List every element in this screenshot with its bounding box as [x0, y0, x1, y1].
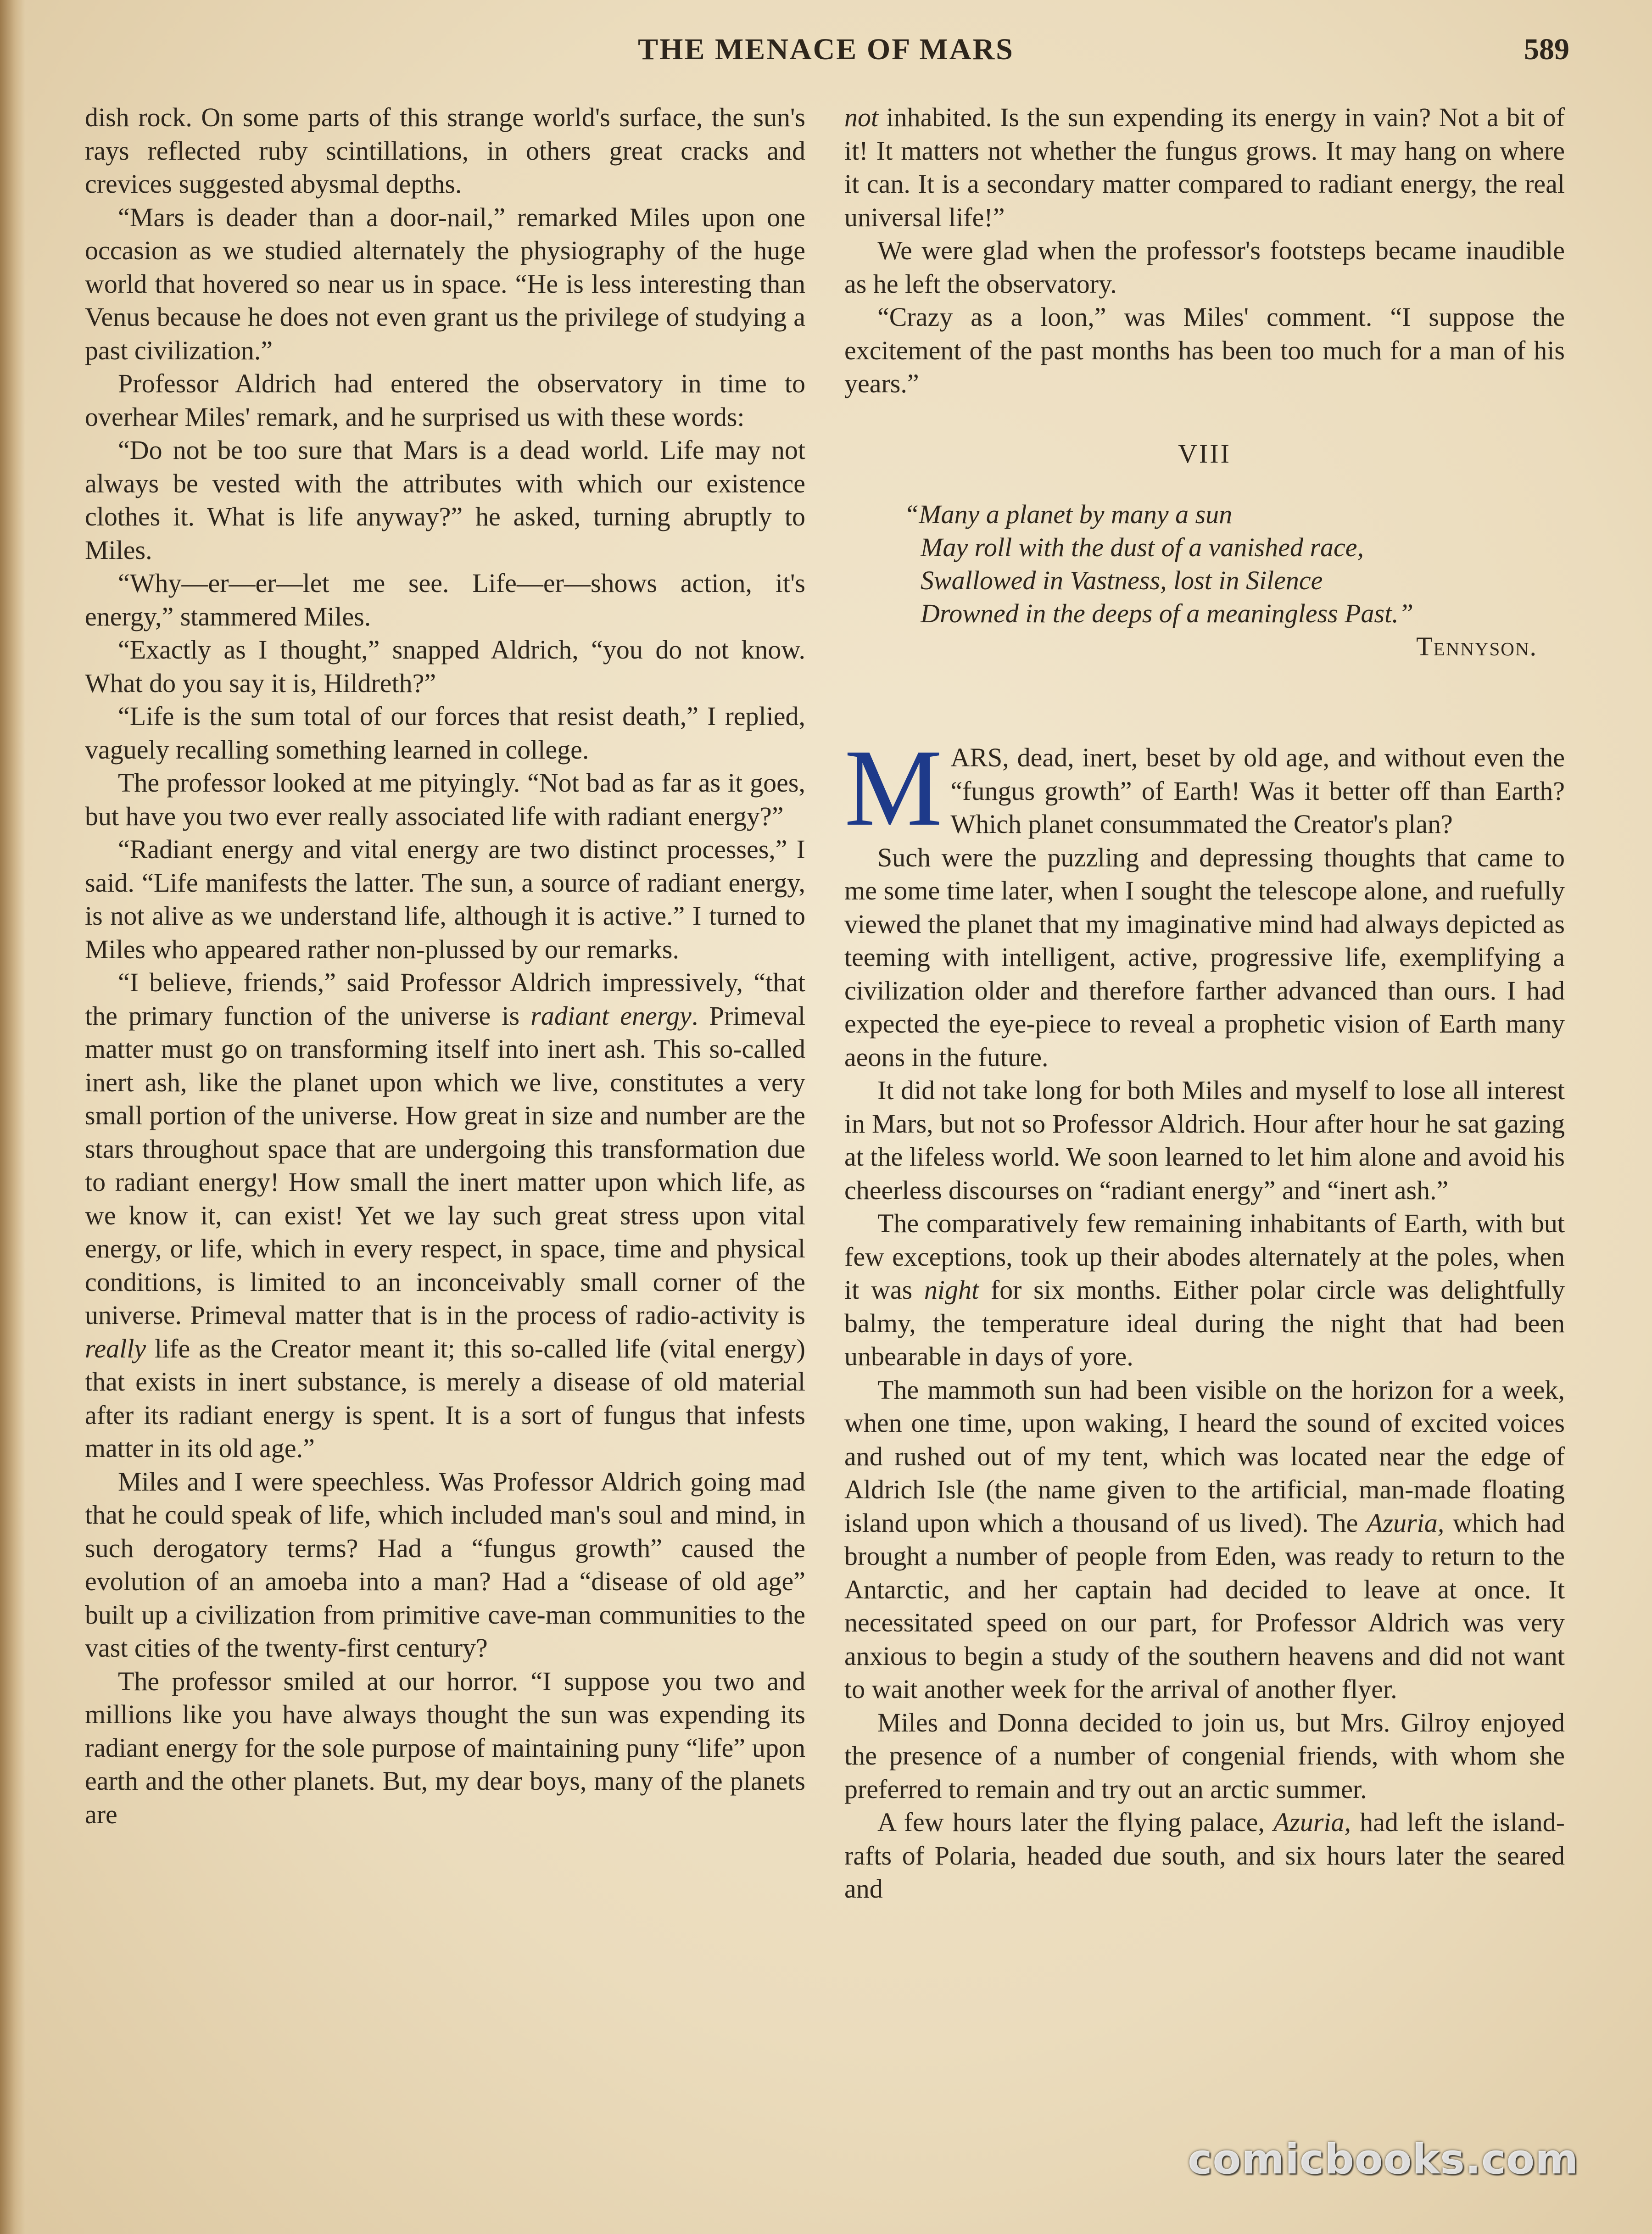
body-paragraph: “Life is the sum total of our forces that resist death,” I replied, vaguely recalling something learned in college. — [85, 701, 805, 765]
body-paragraph — [844, 1374, 1565, 1706]
section-number: VIII — [1178, 438, 1231, 469]
body-paragraph — [85, 966, 805, 1465]
body-paragraph: The professor smiled at our horror. “I suppose you two and millions like you have always thought the sun was expending its radiant energy for the sole purpose of maintaining puny “life” upon earth and the other planets. But, my dear boys, many of the planets are — [85, 1666, 805, 1829]
body-paragraph: Such were the puzzling and depressing thoughts that came to me some time later, when I sought the telescope alone, and ruefully viewed the planet that my imaginative mind had always depicted as teeming with intelligent, active, progressive life, exemplifying a civilization older and therefore farther advanced than ours. I had expected the eye-piece to reveal a prophetic vision of Earth many aeons in the future. — [844, 842, 1565, 1072]
body-paragraph: “Crazy as a loon,” was Miles' comment. “I suppose the excitement of the past months has been too much for a man of his years.” — [844, 302, 1565, 398]
body-paragraph: We were glad when the professor's footsteps became inaudible as he left the observatory. — [844, 235, 1565, 299]
body-paragraph: Miles and I were speechless. Was Professor Aldrich going mad that he could speak of life, which included man's soul and mind, in such derogatory terms? Had a “fungus growth” caused the evolution of an amoeba into a man? Had a “disease of old age” built up a civilization from primitive cave-man communities to the vast cities of the twenty-first century? — [85, 1466, 805, 1663]
body-paragraph — [844, 1806, 1565, 1906]
text-run: A few hours later the flying palace, — [877, 1807, 1273, 1837]
text-run: The comparatively few remaining inhabitants of Earth, with but few exceptions, took up their abodes alternately at the poles, when it was — [844, 1208, 1565, 1305]
text-run: had left the island-rafts of Polaria, headed due south, and six hours later the seared and — [844, 1807, 1565, 1904]
epigraph-line: Drowned in the deeps of a meaningless Past.” — [921, 598, 1413, 628]
body-paragraph: It did not take long for both Miles and myself to lose all interest in Mars, but not so Professor Aldrich. Hour after hour he sat gazing at the lifeless world. We soon learned to let him alone and avoid his cheerless discourses on “radiant energy” and “inert ash.” — [844, 1075, 1565, 1205]
body-paragraph: The professor looked at me pityingly. “Not bad as far as it goes, but have you two ever really associated life with radiant energy?” — [85, 768, 805, 831]
text-run: which had brought a number of people from Eden, was ready to return to the Antarctic, and her captain had decided to leave at once. It necessitated speed on our part, for Professor Aldrich was very anxious to begin a study of the southern heavens and did not want to wait another week for the arrival of another flyer. — [844, 1508, 1565, 1704]
body-paragraph: “Radiant energy and vital energy are two distinct processes,” I said. “Life manifests the latter. The sun, a source of radiant energy, is not alive as we understand life, although it is active.” I turned to Miles who appeared rather non-plussed by our remarks. — [85, 834, 805, 964]
body-paragraph: Miles and Donna decided to join us, but Mrs. Gilroy enjoyed the presence of a number of congenial friends, with whom she preferred to remain and try out an arctic summer. — [844, 1707, 1565, 1804]
body-paragraph — [844, 1207, 1565, 1374]
epigraph-attribution: Tennyson. — [1416, 631, 1537, 661]
body-paragraph: “Do not be too sure that Mars is a dead world. Life may not always be vested with the attributes with which our existence clothes it. What is life anyway?” he asked, turning abruptly to Miles. — [85, 435, 805, 565]
epigraph — [904, 498, 1565, 663]
section-opening-paragraph — [844, 726, 1565, 849]
watermark-logo: comicbooks.com — [1188, 2135, 1579, 2184]
body-paragraph: “Mars is deader than a door-nail,” remarked Miles upon one occasion as we studied alternately the physiography of the huge world that hovered so near us in space. “He is less interesting than Venus because he does not even grant us the privilege of studying a past civilization.” — [85, 202, 805, 365]
body-paragraph: “Why—er—er—let me see. Life—er—shows action, it's energy,” stammered Miles. — [85, 568, 805, 631]
text-run: for six months. Either polar circle was delightfully balmy, the temperature ideal during the night that had been unbearable in days of yore. — [844, 1275, 1565, 1371]
page-edge-shadow — [0, 0, 25, 2234]
text-run: The mammoth sun had been visible on the horizon for a week, when one time, upon waking, I heard the sound of excited voices and rushed out of my tent, which was located near the edge of Aldrich Isle (the name given to the artificial, man-made floating island upon which a thousand of us lived). The — [844, 1374, 1565, 1538]
text-run: inhabited. Is the sun expending its energy in vain? Not a bit of it! It matters not whether the fungus grows. It may hang on where it can. It is a secondary matter compared to radiant energy, the real universal life!” — [844, 102, 1565, 232]
body-paragraph — [844, 101, 1565, 234]
running-title: THE MENACE OF MARS — [638, 33, 1014, 66]
right-column-body-paragraphs — [844, 841, 1565, 1906]
right-column — [844, 101, 1565, 1906]
left-column — [85, 101, 805, 1831]
page-header — [83, 32, 1569, 83]
body-paragraph: dish rock. On some parts of this strange world's surface, the sun's rays reflected ruby scintillations, in others great cracks and crevices suggested abysmal depths. — [85, 102, 805, 199]
italic-text: Azuria, — [1367, 1508, 1445, 1538]
drop-cap: M — [844, 726, 943, 849]
epigraph-line: “Many a planet by many a sun — [904, 499, 1233, 529]
text-run: . Primeval matter must go on transforming itself into inert ash. This so-called inert ash, like the planet upon which we live, constitutes a very small portion of the universe. How great in size and number are the stars throughout space that are undergoing this transformation due to radiant energy! How small the inert matter upon which life, as we know it, can exist! Yet we lay such great stress upon vital energy, or life, which in every respect, in space, time and physical conditions, is limited to an inconceivably small corner of the universe. Primeval matter that is in the process of radio-activity is — [85, 1000, 805, 1330]
italic-text: radiant energy — [530, 1000, 692, 1031]
italic-text: really — [85, 1333, 146, 1363]
epigraph-line: May roll with the dust of a vanished race, — [921, 532, 1364, 562]
text-run: “I believe, friends,” said Professor Aldrich impressively, “that the primary function of the universe is — [85, 967, 805, 1031]
body-paragraph: “Exactly as I thought,” snapped Aldrich, “you do not know. What do you say it is, Hildreth?” — [85, 635, 805, 698]
text-run: life as the Creator meant it; this so-called life (vital energy) that exists in inert substance, is merely a disease of old material after its radiant energy is spent. It is a sort of fungus that infests matter in its old age.” — [85, 1333, 805, 1463]
italic-text: night — [924, 1275, 979, 1305]
epigraph-line: Swallowed in Vastness, lost in Silence — [921, 565, 1323, 595]
italic-text: not — [844, 102, 879, 132]
right-column-top-paragraphs — [844, 101, 1565, 401]
italic-text: Azuria, — [1273, 1807, 1351, 1837]
opening-text: ARS, dead, inert, beset by old age, and without even the “fungus growth” of Earth! Was it better off than Earth? Which planet consummated the Creator's plan? — [950, 743, 1565, 839]
page-number: 589 — [1524, 33, 1569, 66]
body-paragraph: Professor Aldrich had entered the observatory in time to overhear Miles' remark, and he surprised us with these words: — [85, 369, 805, 432]
